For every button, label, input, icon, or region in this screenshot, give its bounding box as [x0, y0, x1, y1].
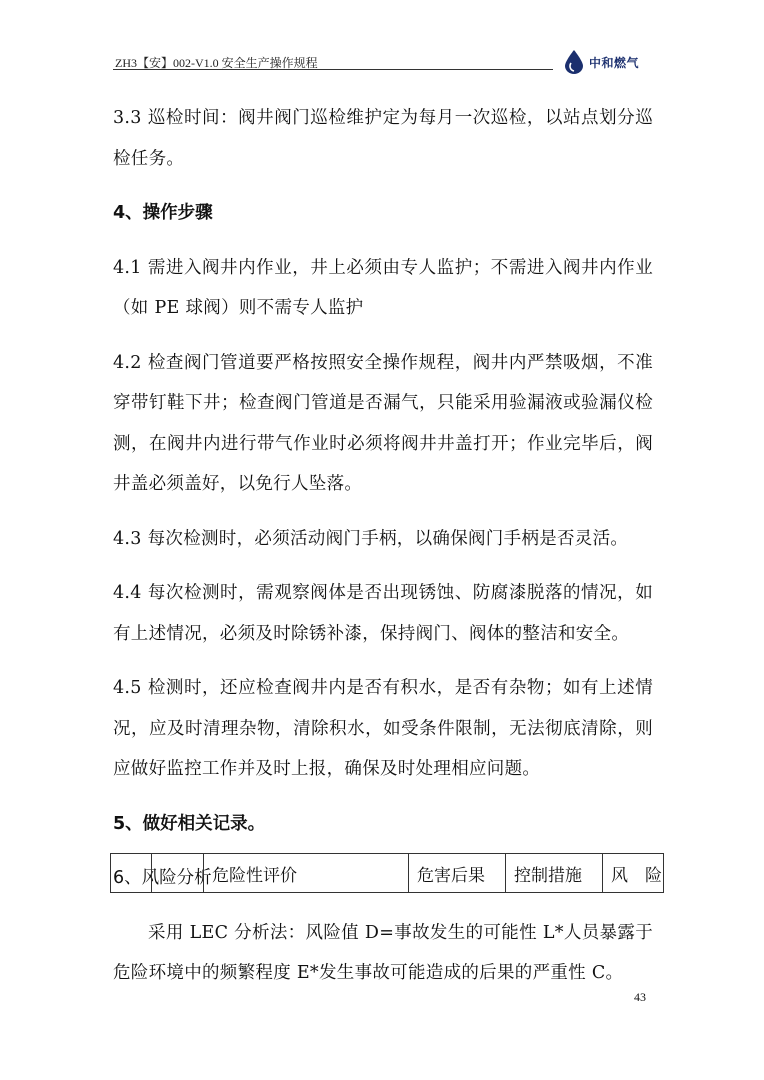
paragraph-4-3: 4.3 每次检测时，必须活动阀门手柄，以确保阀门手柄是否灵活。	[113, 528, 629, 549]
table-header-risk: 风 险	[603, 854, 664, 893]
section-heading-6: 6、风险分析	[113, 868, 212, 888]
page-number: 43	[634, 990, 646, 1004]
logo-text: 中和燃气	[589, 55, 640, 70]
company-logo	[563, 48, 639, 76]
paragraph-lec: 采用 LEC 分析法：风险值 D=事故发生的可能性 L*人员暴露于危险环境中的频繁程度 E*发生事故可能造成的后果的严重性 C。	[113, 922, 653, 983]
header-rule	[113, 69, 553, 70]
risk-table	[110, 853, 664, 893]
paragraph-4-4: 4.4 每次检测时，需观察阀体是否出现锈蚀、防腐漆脱落的情况，如有上述情况，必须及时除锈补漆，保持阀门、阀体的整洁和安全。	[113, 583, 653, 644]
table-header-control-measures: 控制措施	[506, 854, 603, 893]
section-heading-5: 5、做好相关记录。	[113, 813, 266, 834]
table-header-consequence: 危害后果	[409, 854, 506, 893]
section-heading-4: 4、操作步骤	[113, 203, 213, 223]
table-cell-2	[152, 854, 204, 893]
paragraph-4-1: 4.1 需进入阀井内作业，井上必须由专人监护；不需进入阀井内作业（如 PE 球阀）则不需专人监护	[113, 257, 653, 318]
table-header-hazard-evaluation: 危险性评价	[204, 854, 409, 893]
paragraph-4-2: 4.2 检查阀门管道要严格按照安全操作规程，阀井内严禁吸烟，不准穿带钉鞋下井；检查阀门管道是否漏气，只能采用验漏液或验漏仪检测，在阀井内进行带气作业时必须将阀井井盖打开；作业完毕后，阀井盖必须盖好，以免行人坠落。	[113, 352, 653, 494]
document-code: ZH3【安】002-V1.0 安全生产操作规程	[115, 56, 318, 70]
paragraph-4-5: 4.5 检测时，还应检查阀井内是否有积水，是否有杂物；如有上述情况，应及时清理杂物，清除积水，如受条件限制，无法彻底清除，则应做好监控工作并及时上报，确保及时处理相应问题。	[113, 678, 653, 779]
table-row	[111, 854, 664, 893]
page-header	[113, 48, 669, 82]
paragraph-3-3: 3.3 巡检时间：阀井阀门巡检维护定为每月一次巡检，以站点划分巡检任务。	[113, 108, 653, 169]
table-cell-1	[111, 854, 152, 893]
water-drop-icon	[563, 49, 585, 75]
